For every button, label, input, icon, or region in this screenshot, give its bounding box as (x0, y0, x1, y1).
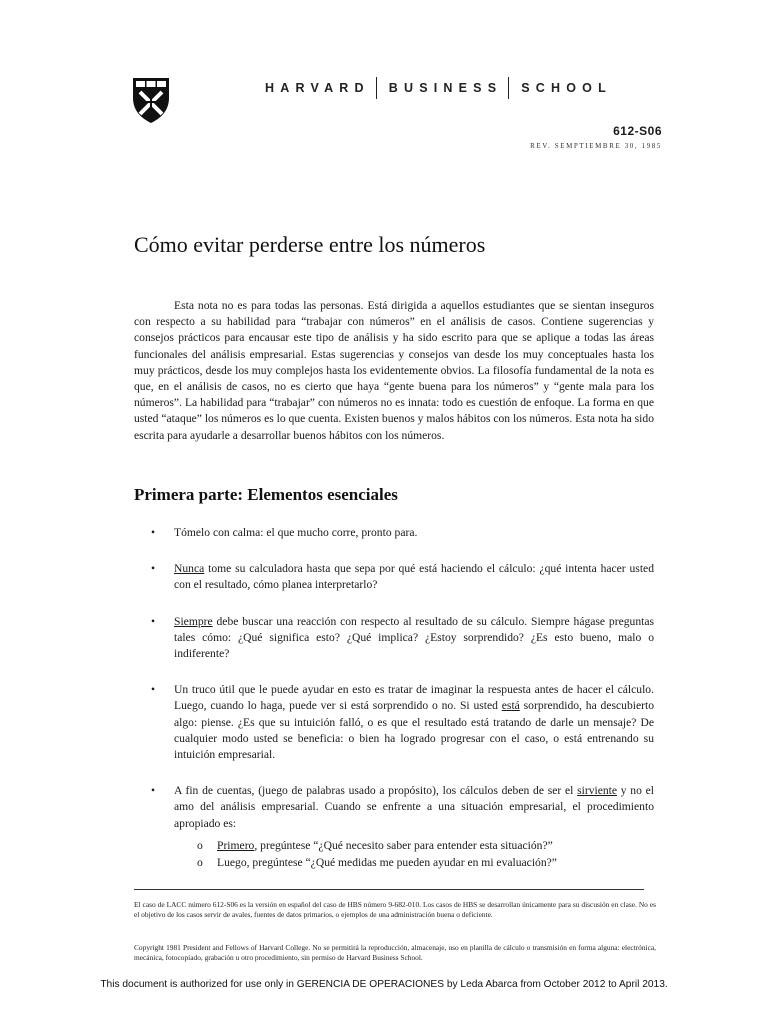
bullet-list (134, 525, 654, 832)
underlined-text: está (501, 699, 520, 713)
list-item (134, 614, 654, 663)
harvard-shield-logo (131, 76, 171, 124)
wordmark-school: SCHOOL (521, 81, 612, 95)
bullet-text: A fin de cuentas, (juego de palabras usado a propósito), los cálculos deben de ser el (174, 784, 578, 798)
intro-text: Esta nota no es para todas las personas. Está dirigida a aquellos estudiantes que se sientan inseguros con respecto a su habilidad para “trabajar con números” en el análisis de casos. Contiene sugerencias y consejos prácticos para encausar este tipo de análisis y ha sido escrito para que se aplique a todas las áreas funcionales del análisis empresarial. Estas sugerencias y consejos van desde los muy conceptuales hasta los muy prácticos, desde los muy complejos hasta los evidentemente obvios. La filosofía fundamental de la nota es que, en el análisis de casos, no es cierto que haya “gente buena para los números” y “gente mala para los números”. La habilidad para “trabajar” con números no es innata: todo es cuestión de enfoque. La forma en que usted “ataque” los números es lo que cuenta. Existen buenos y malos hábitos con los números. Esta nota ha sido escrita para ayudarle a desarrollar buenos hábitos con los números. (134, 299, 654, 442)
bullet-icon: • (151, 683, 156, 697)
bullet-text: debe buscar una reacción con respecto al resultado de su cálculo. Siempre hágase preguntas tales cómo: ¿Qué significa esto? ¿Qué implica? ¿Estoy sorprendido? ¿Es esto bueno, malo o indiferente? (174, 614, 654, 661)
wordmark-business: BUSINESS (388, 81, 503, 95)
sub-item (197, 838, 657, 854)
bullet-icon: • (151, 562, 156, 576)
underlined-text: Nunca (174, 562, 205, 576)
underlined-text: Siempre (174, 614, 213, 628)
bullet-icon: • (151, 614, 156, 628)
wordmark-divider (376, 77, 377, 99)
section-title: Primera parte: Elementos esenciales (134, 485, 398, 504)
footnote-divider (134, 889, 644, 890)
wordmark-divider (508, 77, 509, 99)
footnote-copyright: Copyright 1981 President and Fellows of Harvard College. No se permitirá la reproducción, almacenaje, uso en planilla de cálculo o transmisión en forma alguna: electrónica, mecánica, fotocopiado, grabación u otro procedimiento, sin permiso de Harvard Business School. (134, 943, 656, 963)
footnote-note: El caso de LACC número 612-S06 es la versión en español del caso de HBS número 9-682-010. Los casos de HBS se desarrollan únicamente para su discusión en clase. No es el objetivo de los casos servir de avales, fuentes de datos primarios, o ejemplos de una administración buena o deficiente. (134, 900, 656, 920)
document-title: Cómo evitar perderse entre los números (134, 232, 486, 257)
sub-item (197, 855, 657, 871)
intro-paragraph (134, 298, 654, 444)
authorization-notice: This document is authorized for use only in GERENCIA DE OPERACIONES by Leda Abarca from October 2012 to April 2013. (100, 979, 668, 990)
revision-date: REV. SEMPTIEMBRE 30, 1985 (530, 142, 662, 150)
wordmark-harvard: HARVARD (265, 81, 370, 95)
list-item (134, 783, 654, 832)
bullet-icon: • (151, 784, 156, 798)
list-item (134, 525, 654, 541)
school-wordmark (265, 77, 665, 99)
sub-bullet-icon: o (197, 839, 203, 852)
list-item (134, 561, 654, 593)
bullet-text: Tómelo con calma: el que mucho corre, pronto para. (174, 526, 418, 539)
bullet-text: y no el amo del análisis empresarial. Cuando se enfrente a una situación empresarial, el procedimiento apropiado es: (174, 784, 655, 830)
underlined-text: Primero (217, 839, 255, 852)
sub-bullet-icon: o (197, 856, 203, 869)
sub-item-text: , pregúntese “¿Qué necesito saber para entender esta situación?” (254, 839, 553, 852)
bullet-icon: • (151, 526, 156, 539)
sub-item-text: Luego, pregúntese “¿Qué medidas me pueden ayudar en mi evaluación?” (217, 856, 557, 869)
bullet-text: tome su calculadora hasta que sepa por qué está haciendo el cálculo: ¿qué intenta hacer usted con el resultado, cómo planea interpretarlo? (174, 562, 654, 592)
bullet-text: Un truco útil que le puede ayudar en esto es tratar de imaginar la respuesta antes de hacer el cálculo. Luego, cuando lo haga, puede ver si está sorprendido o no. Si usted (174, 683, 654, 713)
underlined-text: sirviente (577, 784, 618, 798)
bullet-text: sorprendido, ha descubierto algo: piense. ¿Es que su intuición falló, o es que el resultado está tratando de darle un mensaje? De cualquier modo usted se beneficia: o bien ha logrado progresar con el caso, o está entrenando su intuición empresarial. (174, 699, 654, 762)
list-item (134, 682, 654, 763)
case-number: 612-S06 (613, 124, 662, 138)
